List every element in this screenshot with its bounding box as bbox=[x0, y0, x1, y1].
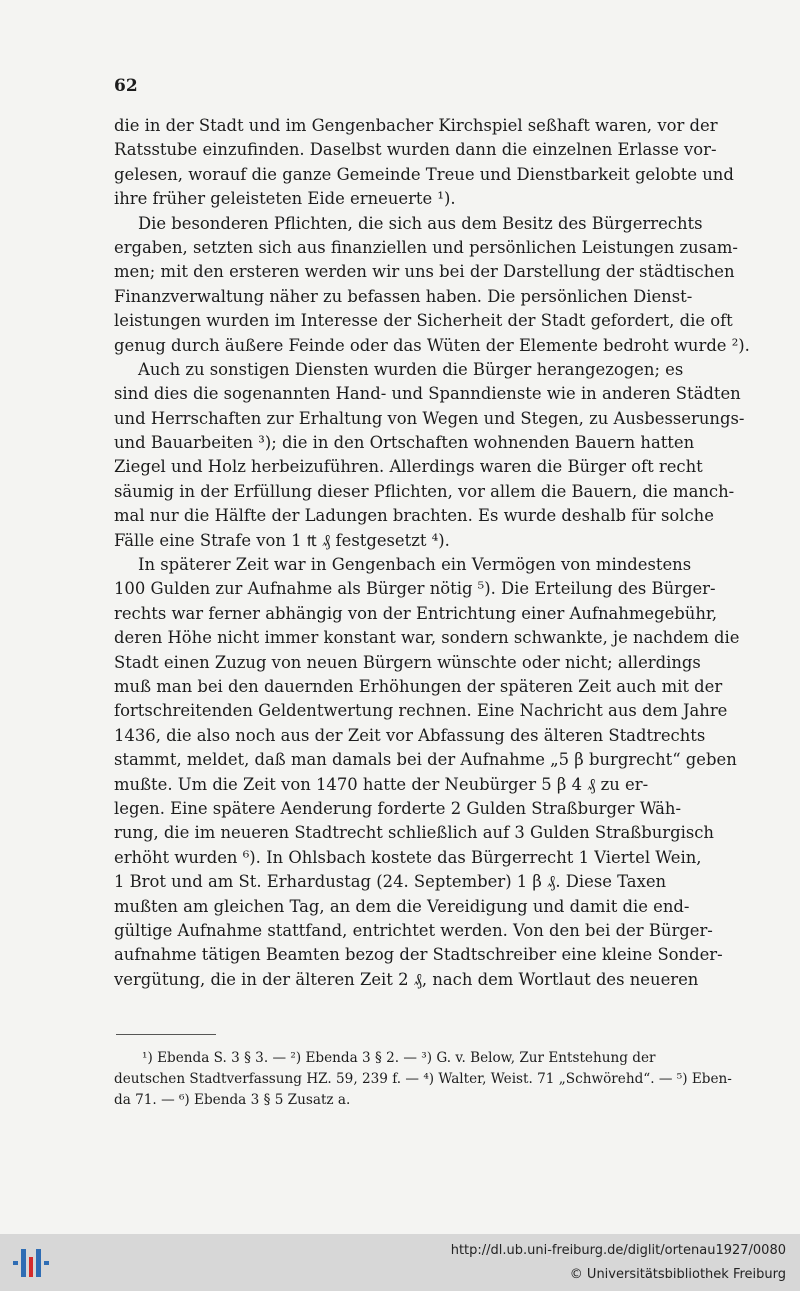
text-line: rung, die im neueren Stadtrecht schließlich auf 3 Gulden Straßburgisch bbox=[114, 823, 714, 843]
text-line: sind dies die sogenannten Hand- und Spanndienste wie in anderen Städten bbox=[114, 384, 741, 404]
text-line: Ziegel und Holz herbeizuführen. Allerdings waren die Bürger oft recht bbox=[114, 457, 703, 477]
text-line: gelesen, worauf die ganze Gemeinde Treue und Dienstbarkeit gelobte und bbox=[114, 164, 734, 184]
page-number: 62 bbox=[114, 76, 138, 96]
footnote-divider bbox=[116, 1034, 216, 1035]
text-line: leistungen wurden im Interesse der Sicherheit der Stadt gefordert, die oft bbox=[114, 311, 733, 331]
text-line: mal nur die Hälfte der Ladungen brachten. Es wurde deshalb für solche bbox=[114, 506, 714, 526]
footer-copyright: © Universitätsbibliothek Freiburg bbox=[569, 1267, 786, 1282]
text-line: Auch zu sonstigen Diensten wurden die Bürger herangezogen; es bbox=[138, 359, 684, 379]
text-line: Fälle eine Strafe von 1 ₶ ₰ festgesetzt ⁴). bbox=[114, 530, 450, 550]
text-line: erhöht wurden ⁶). In Ohlsbach kostete das Bürgerrecht 1 Viertel Wein, bbox=[114, 847, 702, 867]
text-line: und Herrschaften zur Erhaltung von Wegen und Stegen, zu Ausbesserungs- bbox=[114, 408, 745, 428]
text-line: genug durch äußere Feinde oder das Wüten der Elemente bedroht wurde ²). bbox=[114, 335, 750, 355]
footnote-line: ¹) Ebenda S. 3 § 3. — ²) Ebenda 3 § 2. — ³) G. v. Below, Zur Entstehung der bbox=[142, 1050, 656, 1066]
text-line: stammt, meldet, daß man damals bei der Aufnahme „5 β burgrecht“ geben bbox=[114, 750, 737, 770]
body-text bbox=[114, 114, 762, 992]
text-line: 1436, die also noch aus der Zeit vor Abfassung des älteren Stadtrechts bbox=[114, 725, 706, 745]
text-line: mußte. Um die Zeit von 1470 hatte der Neubürger 5 β 4 ₰ zu er- bbox=[114, 774, 649, 794]
footnotes bbox=[114, 1048, 762, 1111]
text-line: vergütung, die in der älteren Zeit 2 ₰, nach dem Wortlaut des neueren bbox=[114, 969, 699, 989]
text-line: säumig in der Erfüllung dieser Pflichten, vor allem die Bauern, die manch- bbox=[114, 481, 735, 501]
text-line: 100 Gulden zur Aufnahme als Bürger nötig ⁵). Die Erteilung des Bürger- bbox=[114, 579, 716, 599]
text-line: aufnahme tätigen Beamten bezog der Stadtschreiber eine kleine Sonder- bbox=[114, 945, 723, 965]
text-line: rechts war ferner abhängig von der Entrichtung einer Aufnahmegebühr, bbox=[114, 603, 718, 623]
footnote-line: deutschen Stadtverfassung HZ. 59, 239 f. — ⁴) Walter, Weist. 71 „Schwörehd“. — ⁵) Eben- bbox=[114, 1071, 732, 1087]
text-line: Finanzverwaltung näher zu befassen haben. Die persönlichen Dienst- bbox=[114, 286, 693, 306]
text-line: Ratsstube einzufinden. Daselbst wurden dann die einzelnen Erlasse vor- bbox=[114, 140, 717, 160]
text-line: Die besonderen Pflichten, die sich aus dem Besitz des Bürgerrechts bbox=[138, 213, 703, 233]
text-line: deren Höhe nicht immer konstant war, sondern schwankte, je nachdem die bbox=[114, 628, 740, 648]
footer-bar bbox=[0, 1234, 800, 1291]
text-line: muß man bei den dauernden Erhöhungen der späteren Zeit auch mit der bbox=[114, 676, 723, 696]
text-line: ihre früher geleisteten Eide erneuerte ¹). bbox=[114, 189, 456, 209]
text-line: und Bauarbeiten ³); die in den Ortschaften wohnenden Bauern hatten bbox=[114, 433, 695, 453]
text-line: fortschreitenden Geldentwertung rechnen. Eine Nachricht aus dem Jahre bbox=[114, 701, 728, 721]
text-line: men; mit den ersteren werden wir uns bei der Darstellung der städtischen bbox=[114, 262, 735, 282]
ub-freiburg-logo-icon bbox=[10, 1243, 52, 1283]
text-line: mußten am gleichen Tag, an dem die Vereidigung und damit die end- bbox=[114, 896, 690, 916]
text-line: 1 Brot und am St. Erhardustag (24. September) 1 β ₰. Diese Taxen bbox=[114, 872, 667, 892]
text-line: legen. Eine spätere Aenderung forderte 2 Gulden Straßburger Wäh- bbox=[114, 798, 681, 818]
footer-url-link[interactable]: http://dl.ub.uni-freiburg.de/diglit/ortenau1927/0080 bbox=[450, 1243, 786, 1258]
text-line: die in der Stadt und im Gengenbacher Kirchspiel seßhaft waren, vor der bbox=[114, 116, 718, 135]
text-line: gültige Aufnahme stattfand, entrichtet werden. Von den bei der Bürger- bbox=[114, 920, 713, 940]
text-line: In späterer Zeit war in Gengenbach ein Vermögen von mindestens bbox=[138, 555, 692, 575]
text-line: Stadt einen Zuzug von neuen Bürgern wünschte oder nicht; allerdings bbox=[114, 652, 701, 672]
text-line: ergaben, setzten sich aus finanziellen und persönlichen Leistungen zusam- bbox=[114, 237, 738, 257]
footnote-line: da 71. — ⁶) Ebenda 3 § 5 Zusatz a. bbox=[114, 1092, 351, 1108]
